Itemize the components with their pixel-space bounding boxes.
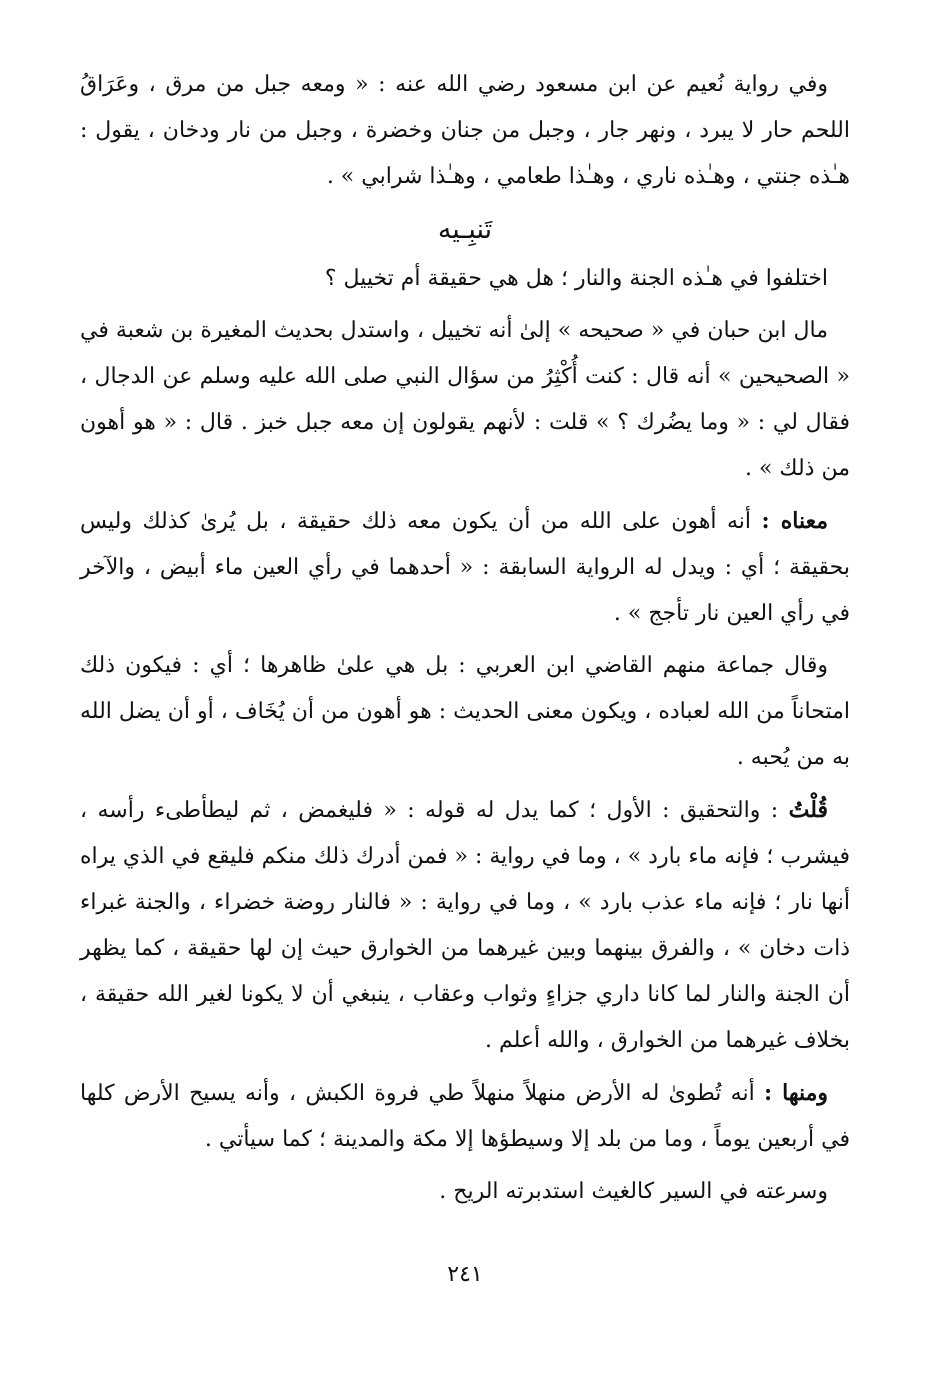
paragraph-lead-word: قُلْتُ [788,797,828,823]
page-body [80,62,850,1221]
paragraph-text: أنه تُطوىٰ له الأرض منهلاً منهلاً طي فروة الكبش ، وأنه يسيح الأرض كلها في أربعين يوماً ، وما من بلد إلا وسيطؤها إلا مكة والمدينة ؛ كما سيأتي . [80,1081,850,1152]
paragraph-earth-folding [80,1070,850,1163]
paragraph-speed: وسرعته في السير كالغيث استدبرته الريح . [439,1179,828,1204]
paragraph-lead-word: ومنها : [764,1080,829,1106]
page-number: ٢٤١ [447,1262,483,1287]
paragraph-lead-word: معناه : [761,508,828,534]
paragraph-ibn-arabi: وقال جماعة منهم القاضي ابن العربي : بل هي علىٰ ظاهرها ؛ أي : فيكون ذلك امتحاناً من الله لعباده ، ويكون معنى الحديث : هو أهون من أن يُخَاف ، أو أن يضل الله به من يُحبه . [80,653,850,770]
paragraph-author-note [80,787,850,1064]
paragraph-text: : والتحقيق : الأول ؛ كما يدل له قوله : « فليغمض ، ثم ليطأطىء رأسه ، فيشرب ؛ فإنه ماء بارد » ، وما في رواية : « فمن أدرك ذلك منكم فليقع في الذي يراه أنها نار ؛ فإنه ماء عذب بارد » ، وما في رواية : « فالنار روضة خضراء ، والجنة غبراء ذات دخان » ، والفرق بينهما وبين غيرهما من الخوارق حيث إن لها حقيقة ، كما يظهر أن الجنة والنار لما كانا داري جزاءٍ وثواب وعقاب ، ينبغي أن لا يكونا لغير الله حقيقة ، بخلاف غيرهما من الخوارق ، والله أعلم . [80,798,850,1053]
paragraph-question: اختلفوا في هـٰذه الجنة والنار ؛ هل هي حقيقة أم تخييل ؟ [324,266,828,291]
paragraph-ibn-hibban: مال ابن حبان في « صحيحه » إلىٰ أنه تخييل ، واستدل بحديث المغيرة بن شعبة في « الصحيحين » أنه قال : كنت أُكْثِرُ من سؤال النبي صلى الله عليه وسلم عن الدجال ، فقال لي : « وما يضُرك ؟ » قلت : لأنهم يقولون إن معه جبل خبز . قال : « هو أهون من ذلك » . [80,318,850,481]
paragraph-naeem-narration: وفي رواية نُعيم عن ابن مسعود رضي الله عنه : « ومعه جبل من مرق ، وعَرَاقُ اللحم حار لا يبرد ، ونهر جار ، وجبل من جنان وخضرة ، وجبل من نار ودخان ، يقول : هـٰذه جنتي ، وهـٰذه ناري ، وهـٰذا طعامي ، وهـٰذا شرابي » . [80,72,850,189]
paragraph-text: أنه أهون على الله من أن يكون معه ذلك حقيقة ، بل يُرىٰ كذلك وليس بحقيقة ؛ أي : ويدل له الرواية السابقة : « أحدهما في رأي العين ماء أبيض ، والآخر في رأي العين نار تأجج » . [80,509,850,626]
paragraph-meaning [80,498,850,637]
section-heading: تَنبِـيه [437,214,493,245]
